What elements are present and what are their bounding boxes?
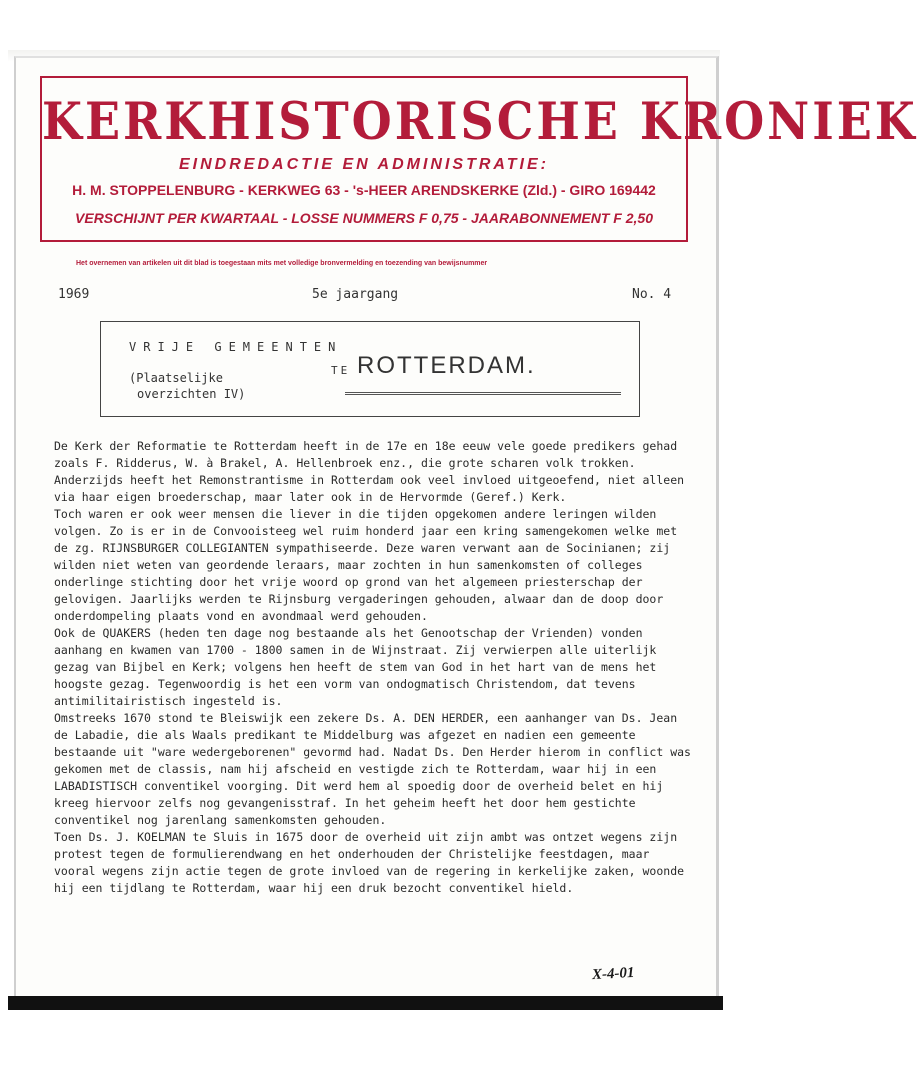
article-title-city: ROTTERDAM. — [357, 352, 536, 379]
issue-volume: 5e jaargang — [312, 287, 399, 302]
title-underline — [345, 392, 621, 395]
article-series-line1: (Plaatselijke — [129, 371, 223, 385]
article-title-spaced: VRIJE GEMEENTEN — [129, 340, 343, 354]
article-series-line2: overzichten IV) — [137, 387, 246, 401]
issue-number: No. 4 — [632, 287, 672, 302]
editor-address: H. M. STOPPELENBURG - KERKWEG 63 - 's-HEER ARENDSKERKE (Zld.) - GIRO 169442 — [72, 182, 656, 198]
paragraph: Ook de QUAKERS (heden ten dage nog bestaande als het Genootschap der Vrienden) vonden aanhang en kwamen van 1700 - 1800 samen in de Wijnstraat. Zij verwierpen alle uiterlijk gezag van Bijbel en Kerk; volgens hen heeft de stem van God in het hart van de mens het hoogste gezag. Tegenwoordig is het een vorm van ondogmatisch Christendom, dat tevens antimilitairistisch ingesteld is. — [54, 626, 657, 708]
article-body — [54, 438, 694, 897]
subscription-info: VERSCHIJNT PER KWARTAAL - LOSSE NUMMERS F 0,75 - JAARABONNEMENT F 2,50 — [75, 210, 653, 226]
scan-edge-bottom — [8, 996, 723, 1010]
paragraph: Toch waren er ook weer mensen die liever in die tijden opgekomen andere leringen wilden volgen. Zo is er in de Convooisteeg wel ruim honderd jaar een kring samengekomen welke met de zg. RIJNSBURGER COLLEGIANTEN sympathiseerde. Deze waren verwant aan de Socinianen; zij wilden niet weten van geordende leraars, maar zochten in hun samenkomsten of colleges onderlinge stichting door het vrije woord op grond van het algemeen priesterschap der gelovigen. Jaarlijks werden te Rijnsburg vergaderingen gehouden, alwaar dan de doop door onderdompeling plaats vond en avondmaal werd gehouden. — [54, 507, 678, 623]
paragraph: De Kerk der Reformatie te Rotterdam heeft in de 17e en 18e eeuw vele goede predikers gehad zoals F. Ridderus, W. à Brakel, A. Hellenbroek enz., die grote scharen volk trokken. Anderzijds heeft het Remonstrantisme in Rotterdam ook veel invloed uitgeoefend, niet alleen via haar eigen broederschap, maar later ook in de Hervormde (Geref.) Kerk. — [54, 439, 685, 504]
article-title-te: TE — [331, 364, 351, 377]
publication-title: KERKHISTORISCHE KRONIEK — [42, 90, 918, 152]
article-title-box — [100, 321, 640, 417]
issue-year: 1969 — [58, 287, 90, 302]
article-series — [129, 370, 245, 402]
copyright-notice: Het overnemen van artikelen uit dit blad is toegestaan mits met volledige bronvermelding en toezending van bewijsnummer — [76, 260, 488, 267]
archive-stamp: X-4-01 — [591, 964, 635, 984]
masthead — [40, 76, 918, 242]
paragraph: Toen Ds. J. KOELMAN te Sluis in 1675 door de overheid uit zijn ambt was ontzet wegens zijn protest tegen de formulierendwang en het onderhouden der Christelijke feestdagen, maar vooral wegens zijn actie tegen de grote invloed van de regering in kerkelijke zaken, woonde hij een tijdlang te Rotterdam, waar hij een druk bezocht conventikel hield. — [54, 830, 685, 895]
editorial-heading: EINDREDACTIE EN ADMINISTRATIE: — [179, 156, 549, 173]
paragraph: Omstreeks 1670 stond te Bleiswijk een zekere Ds. A. DEN HERDER, een aanhanger van Ds. Jean de Labadie, die als Waals predikant te Middelburg was afgezet en nadien een gemeente bestaande uit "ware wedergeborenen" gevormd had. Nadat Ds. Den Herder hierom in conflict was gekomen met de classis, nam hij afscheid en vestigde zich te Rotterdam, waar hij in een LABADISTISCH conventikel voorging. Dit werd hem al spoedig door de overheid belet en hij kreeg hiervoor zelfs nog gevangenisstraf. In het geheim heeft het door hem gestichte conventikel nog jarenlang samenkomsten gehouden. — [54, 711, 691, 827]
